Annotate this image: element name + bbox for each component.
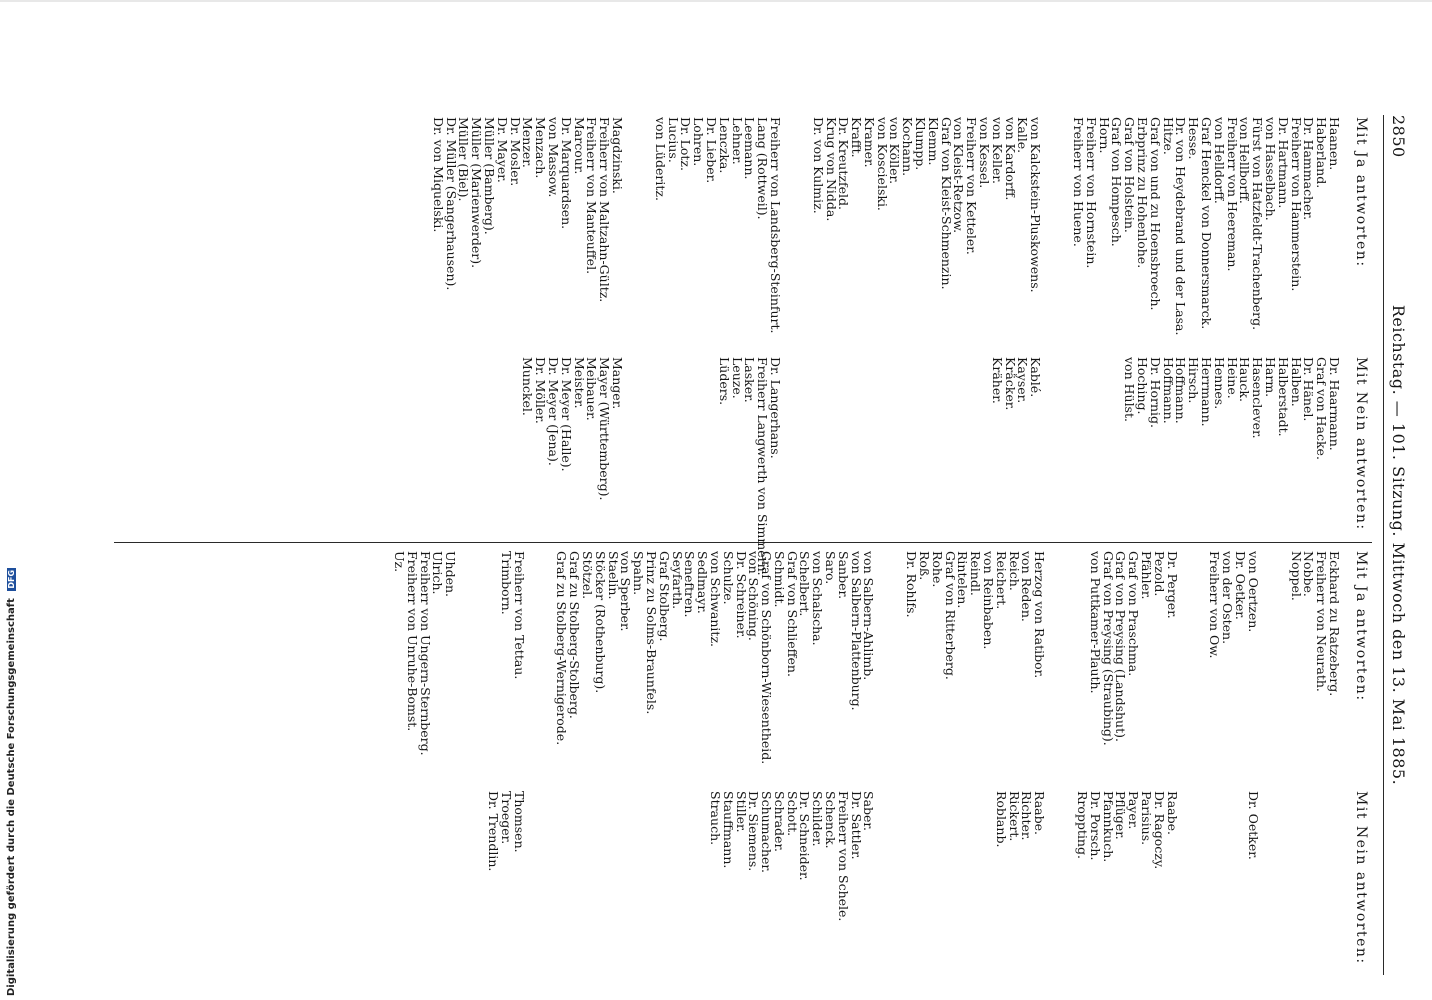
empty-row	[917, 791, 930, 969]
ja-member-name: Graf von und zu Hoensbroech.	[1147, 117, 1163, 311]
nein-member-name: Herrmann.	[1199, 357, 1215, 427]
empty-row	[901, 357, 914, 535]
ja-member-name: Freiherr von Neurath.	[1314, 551, 1330, 692]
nein-member-name: Halberstadt.	[1275, 357, 1291, 437]
nein-member-name: Munckel.	[520, 357, 536, 416]
nein-member-name: Heine.	[1224, 357, 1240, 399]
ja-member-name: Roß.	[917, 551, 933, 581]
nein-member-name: Raabe.	[1164, 791, 1180, 835]
empty-row	[904, 791, 917, 969]
empty-row	[1110, 357, 1123, 535]
ja-member-name: Müller (Biel).	[456, 117, 472, 202]
nein-member-name: Payer.	[1126, 791, 1142, 830]
empty-row	[1208, 791, 1221, 969]
ja-member-name: Graf von Preysing (Landshut).	[1113, 551, 1129, 742]
left-ja-heading: Mit Ja antworten:	[1353, 117, 1369, 268]
empty-row	[1075, 551, 1088, 786]
header-rule	[1383, 115, 1384, 975]
nein-member-name: Dr. Möller.	[533, 357, 549, 424]
ja-member-name: Staelin.	[605, 551, 621, 600]
ja-member-name: Seneftren.	[682, 551, 698, 618]
ja-member-name: Graf von Ritterberg.	[942, 551, 958, 680]
ja-member-name: Dr. Oetker.	[1233, 551, 1249, 620]
ja-member-name: Freiherr von Heereman.	[1224, 117, 1240, 272]
nein-member-name: Dr. Siemens.	[746, 791, 762, 872]
block-gap	[874, 791, 904, 969]
empty-row	[704, 357, 717, 535]
empty-row	[1220, 791, 1233, 969]
ja-member-name: Lang (Rottweil).	[755, 117, 771, 220]
ja-member-name: Reichert.	[993, 551, 1009, 610]
ja-member-name: Uz.	[391, 551, 407, 573]
nein-member-name: Stiller.	[733, 791, 749, 833]
ja-member-name: Freiherr von Ketteler.	[964, 117, 980, 255]
ja-member-name: Schelbert.	[797, 551, 813, 617]
nein-member-name: Schumacher.	[759, 791, 775, 873]
empty-row	[593, 791, 606, 969]
ja-member-name: Hesse.	[1186, 117, 1202, 160]
ja-member-name: Rintelen.	[955, 551, 971, 609]
nein-member-name: Lüders.	[716, 357, 732, 406]
ja-member-name: Pfähler.	[1139, 551, 1155, 600]
nein-member-name: Kayser.	[1015, 357, 1031, 404]
empty-row	[862, 357, 875, 535]
ja-member-name: Reich.	[1006, 551, 1022, 591]
ja-member-name: von Kleist-Retzow.	[951, 117, 967, 234]
empty-row	[418, 791, 431, 969]
block-gap	[1178, 551, 1208, 786]
empty-row	[695, 791, 708, 969]
block-gap	[525, 551, 555, 786]
ja-member-name: Graf von Holstein.	[1122, 117, 1138, 233]
ja-member-name: Seyfarth.	[669, 551, 685, 610]
ja-member-name: Horn.	[1096, 117, 1112, 154]
empty-row	[952, 357, 965, 535]
nein-member-name: Meibauer.	[584, 357, 600, 421]
ja-member-name: von Oertzen.	[1245, 551, 1261, 633]
nein-member-name: Harm.	[1263, 357, 1279, 398]
ja-member-name: Freiherr von Tettau.	[511, 551, 527, 680]
empty-row	[653, 357, 666, 535]
column-divider	[114, 542, 1372, 543]
nein-member-name: Leuze.	[729, 357, 745, 399]
block-gap	[623, 117, 653, 352]
nein-member-name: Troeger.	[498, 791, 514, 845]
ja-member-name: von Lüderitz.	[652, 117, 668, 201]
ja-member-name: Graf zu Stolberg-Stolberg.	[567, 551, 583, 719]
ja-member-name: von Kalckstein-Pluskowens.	[1028, 117, 1044, 293]
empty-row	[683, 791, 696, 969]
nein-member-name: Hauck.	[1237, 357, 1253, 402]
ja-member-name: Freiherr von Ow.	[1207, 551, 1223, 659]
nein-member-name: Kablé.	[1028, 357, 1044, 398]
ja-member-name: Graf von Kleist-Schmenzin.	[938, 117, 954, 290]
empty-row	[679, 357, 692, 535]
ja-member-name: Erbprinz zu Hohenlohe.	[1135, 117, 1151, 269]
rotated-page	[100, 115, 1410, 975]
ja-member-name: Stötzel.	[579, 551, 595, 600]
ja-member-name: Krafft.	[849, 117, 865, 158]
empty-row	[849, 357, 862, 535]
block-gap	[1041, 357, 1071, 535]
ja-member-name: Saro.	[823, 551, 839, 585]
ja-member-name: Freiherr von Maltzahn-Gültz.	[597, 117, 613, 303]
empty-row	[1233, 791, 1246, 969]
ja-member-name: Reindl.	[968, 551, 984, 596]
ja-member-name: von Massow.	[545, 117, 561, 198]
ja-member-name: Prinz zu Solms-Braunfels.	[643, 551, 659, 715]
empty-row	[508, 357, 521, 535]
ja-member-name: von Hasselbach.	[1263, 117, 1279, 221]
empty-row	[666, 357, 679, 535]
nein-member-name: Rroppting.	[1075, 791, 1091, 859]
ja-member-name: Trimborn.	[498, 551, 514, 615]
scan-top-edge	[0, 0, 1432, 2]
ja-member-name: Fürst von Hatzfeldt-Trachenberg.	[1250, 117, 1266, 331]
ja-member-name: Graf von Schönborn-Wiesentheid.	[759, 551, 775, 765]
block-gap	[781, 357, 811, 535]
ja-member-name: Schulze.	[720, 551, 736, 605]
ja-member-name: von Schöning.	[746, 551, 762, 641]
block-gap	[1178, 791, 1208, 969]
ja-member-name: Müller (Marienwerder).	[469, 117, 485, 269]
nein-member-name: Schilder.	[810, 791, 826, 847]
dfg-logo: DFG	[7, 569, 16, 589]
empty-row	[968, 791, 981, 969]
empty-row	[555, 791, 568, 969]
ja-member-name: von Helldorff.	[1211, 117, 1227, 204]
empty-row	[977, 357, 990, 535]
nein-member-name: Dr. Haarmann.	[1327, 357, 1342, 451]
ja-member-name: Lenczka.	[716, 117, 732, 174]
empty-row	[644, 791, 657, 969]
ja-member-name: Dr. Perger.	[1164, 551, 1180, 619]
nein-member-name: Rickert.	[1006, 791, 1022, 842]
empty-row	[606, 791, 619, 969]
right-ja-column	[392, 551, 1370, 786]
empty-row	[875, 357, 888, 535]
nein-member-name: Dr. Porsch.	[1087, 791, 1103, 861]
ja-member-name: Dr. von Miquelski.	[430, 117, 446, 233]
empty-row	[657, 791, 670, 969]
ja-member-name: Noppel.	[1288, 551, 1304, 601]
left-ja-list	[431, 117, 1340, 352]
left-ja-column	[431, 117, 1370, 352]
nein-member-name: Saber.	[861, 791, 877, 831]
empty-row	[1071, 357, 1084, 535]
ja-member-name: Freiherr von Hammerstein.	[1288, 117, 1304, 292]
ja-member-name: Freiherr von Manteuffel.	[584, 117, 600, 275]
empty-row	[926, 357, 939, 535]
ja-member-name: Marcour.	[571, 117, 587, 175]
ja-member-name: Dr. Mayer.	[494, 117, 510, 183]
nein-member-name: Freiherr von Schele.	[835, 791, 851, 922]
empty-row	[981, 791, 994, 969]
ja-member-name: Dr. Lieber.	[703, 117, 719, 184]
empty-row	[631, 791, 644, 969]
ja-member-name: Lohren.	[691, 117, 707, 167]
empty-row	[405, 791, 418, 969]
ja-member-name: Dr. Lotz.	[678, 117, 694, 171]
ja-member-name: Sedlmayr.	[695, 551, 711, 614]
ja-member-name: Uhden.	[443, 551, 459, 598]
ja-member-name: Herzog von Ratibor.	[1032, 551, 1048, 679]
ja-member-name: Nobbe.	[1301, 551, 1317, 597]
nein-member-name: Hoffmann.	[1160, 357, 1176, 424]
ja-member-name: Haberland.	[1314, 117, 1330, 189]
nein-member-name: Dr. Hänel.	[1301, 357, 1317, 422]
ja-member-name: Lucius.	[665, 117, 681, 163]
nein-member-name: Dr. Hornig.	[1147, 357, 1163, 428]
ja-member-name: von Schwanitz.	[707, 551, 723, 648]
empty-row	[824, 357, 837, 535]
right-ja-list	[392, 551, 1340, 786]
ja-member-name: von Puttkamer-Plauth.	[1087, 551, 1103, 694]
nein-member-name: Kräher.	[989, 357, 1005, 404]
empty-row	[956, 791, 969, 969]
ja-member-name: Sanber.	[835, 551, 851, 600]
ja-member-name: von Reden.	[1019, 551, 1035, 622]
nein-member-name: von Hülst.	[1122, 357, 1138, 422]
empty-row	[457, 357, 470, 535]
ja-member-name: Leemann.	[742, 117, 758, 180]
ja-member-name: Freiherr von Unruhe-Bomst.	[404, 551, 420, 732]
empty-row	[1097, 357, 1110, 535]
ja-member-name: Menzer.	[520, 117, 536, 168]
empty-row	[913, 357, 926, 535]
empty-row	[495, 357, 508, 535]
empty-row	[670, 791, 683, 969]
ja-member-name: Spahn.	[631, 551, 647, 596]
nein-member-name: Pflüger.	[1113, 791, 1129, 840]
nein-member-name: Parisius.	[1139, 791, 1155, 846]
ja-member-name: Eckhard zu Ratzeberg.	[1327, 551, 1342, 697]
nein-member-name: Dr. Sattler.	[848, 791, 864, 860]
ja-member-name: Menzach.	[533, 117, 549, 179]
empty-row	[431, 791, 444, 969]
block-gap	[1045, 551, 1075, 786]
ja-member-name: Dr. Schreiner.	[733, 551, 749, 639]
ja-member-name: Freiherr von Ungern-Sternberg.	[417, 551, 433, 756]
ja-member-name: von Salbern-Ahlimb.	[861, 551, 877, 681]
empty-row	[469, 357, 482, 535]
block-gap	[1259, 791, 1289, 969]
nein-member-name: Freiherr Langwerth von Simmern.	[755, 357, 771, 576]
ja-member-name: von Reinbaben.	[981, 551, 997, 650]
ja-member-name: von Keller.	[989, 117, 1005, 184]
block-gap	[1259, 551, 1289, 786]
nein-member-name: Dr. Schneider.	[797, 791, 813, 881]
ja-member-name: Dr. Müller (Sangerhausen).	[443, 117, 459, 291]
empty-row	[943, 791, 956, 969]
empty-row	[964, 357, 977, 535]
ja-member-name: Müller (Bamberg).	[481, 117, 497, 235]
nein-member-name: Meister.	[571, 357, 587, 409]
ja-member-name: von Schalscha.	[810, 551, 826, 646]
nein-member-name: Hasenclever.	[1250, 357, 1266, 439]
ja-member-name: von Salbern-Plattenburg.	[848, 551, 864, 711]
right-nein-heading: Mit Nein antworten:	[1353, 791, 1369, 965]
ja-member-name: von der Osten.	[1220, 551, 1236, 645]
ja-member-name: Dr. von Kulmiz.	[810, 117, 826, 214]
ja-member-name: Graf Stolberg.	[656, 551, 672, 642]
block-gap	[623, 357, 653, 535]
nein-member-name: Dr. Oetker.	[1245, 791, 1261, 860]
empty-row	[443, 791, 456, 969]
empty-row	[431, 357, 444, 535]
nein-member-name: Hoching.	[1135, 357, 1151, 415]
ja-member-name: Klumpp.	[913, 117, 929, 171]
ja-member-name: Dr. Hammacher.	[1301, 117, 1317, 221]
credit-text: Digitalisierung gefördert durch die Deutsche Forschungsgemeinschaft	[6, 598, 17, 996]
ja-member-name: Klemm.	[925, 117, 941, 166]
ja-member-name: von Koscielski.	[874, 117, 890, 211]
nein-member-name: Strauch.	[707, 791, 723, 846]
nein-member-name: Graf von Hacke.	[1314, 357, 1330, 460]
ja-member-name: Kalle.	[1015, 117, 1031, 154]
ja-member-name: Dr. Kreutzfeld.	[836, 117, 852, 210]
ja-member-name: Krug von Nidda.	[823, 117, 839, 222]
ja-member-name: von Sperber.	[618, 551, 634, 632]
page-number: 2850	[1389, 115, 1408, 158]
empty-row	[691, 357, 704, 535]
nein-member-name: Roblanb.	[993, 791, 1009, 848]
ja-member-name: Dr. Mosler.	[507, 117, 523, 187]
ja-member-name: Freiherr von Hornstein.	[1083, 117, 1099, 269]
empty-row	[930, 791, 943, 969]
block-gap	[1041, 117, 1071, 352]
ja-member-name: Dr. Marquardsen.	[558, 117, 574, 230]
nein-member-name: Hennes.	[1211, 357, 1227, 410]
nein-member-name: Hoffmann.	[1173, 357, 1189, 424]
ja-member-name: Graf von Hompesch.	[1109, 117, 1125, 247]
empty-row	[444, 357, 457, 535]
page-header	[1384, 115, 1410, 975]
empty-row	[939, 357, 952, 535]
ja-member-name: Stöcker (Rothenburg).	[592, 551, 608, 694]
nein-member-name: Thomsen.	[511, 791, 527, 853]
right-nein-column	[392, 791, 1370, 969]
empty-row	[580, 791, 593, 969]
empty-row	[888, 357, 901, 535]
ja-member-name: Haanen.	[1327, 117, 1342, 171]
page-title: Reichstag. — 101. Sitzung. Mittwoch den 13. Mai 1885.	[1389, 304, 1408, 786]
nein-member-name: Halben.	[1288, 357, 1304, 407]
ja-member-name: von Kardorff.	[1002, 117, 1018, 201]
ja-member-name: von Köller.	[887, 117, 903, 185]
nein-member-name: Richter.	[1019, 791, 1035, 841]
nein-member-name: Raabe.	[1032, 791, 1048, 835]
empty-row	[1289, 791, 1302, 969]
empty-row	[486, 551, 499, 786]
nein-member-name: Schott.	[784, 791, 800, 837]
nein-member-name: Kräcker.	[1002, 357, 1018, 411]
nein-member-name: Dr. Meyer (Jena).	[545, 357, 561, 466]
empty-row	[392, 791, 405, 969]
left-nein-heading: Mit Nein antworten:	[1353, 357, 1369, 531]
ja-member-name: von Kessel.	[977, 117, 993, 189]
right-ja-heading: Mit Ja antworten:	[1353, 551, 1369, 702]
ja-member-name: Rohe.	[929, 551, 945, 588]
nein-member-name: Pfannkuch.	[1100, 791, 1116, 863]
ja-member-name: Dr. von Heydebrand und der Lasa.	[1173, 117, 1189, 336]
ja-member-name: Kochann.	[900, 117, 916, 177]
nein-member-name: Dr. Ragoczy.	[1151, 791, 1167, 870]
ja-member-name: Graf von Preysing (Straubing).	[1100, 551, 1116, 746]
empty-row	[1314, 791, 1327, 969]
block-gap	[1045, 791, 1075, 969]
ja-member-name: von Hellborff.	[1237, 117, 1253, 204]
ja-member-name: Dr. Rohlfs.	[904, 551, 920, 618]
ja-member-name: Freiherr von Landsberg-Steinfurt.	[767, 117, 783, 334]
nein-member-name: Stauffmann.	[720, 791, 736, 869]
nein-member-name: Manger.	[609, 357, 625, 410]
ja-member-name: Graf von Praschma.	[1126, 551, 1142, 677]
empty-row	[567, 791, 580, 969]
ja-member-name: Kramer.	[861, 117, 877, 168]
block-gap	[456, 791, 486, 969]
right-half	[110, 551, 1370, 969]
ja-member-name: Hitze.	[1160, 117, 1176, 155]
block-gap	[525, 791, 555, 969]
nein-member-name: Dr. Meyer (Halle).	[558, 357, 574, 472]
nein-member-name: Lasker.	[742, 357, 758, 403]
ja-member-name: Pezold.	[1151, 551, 1167, 597]
empty-row	[1302, 791, 1315, 969]
ja-member-name: Schmidt.	[771, 551, 787, 608]
empty-row	[837, 357, 850, 535]
nein-member-name: Mayer (Württemberg).	[597, 357, 613, 501]
ja-member-name: Graf Henckel von Donnersmarck.	[1199, 117, 1215, 330]
ja-member-name: Dr. Hartmann.	[1275, 117, 1291, 209]
block-gap	[781, 117, 811, 352]
empty-row	[482, 357, 495, 535]
ja-member-name: Freiherr von Huene.	[1071, 117, 1087, 247]
ja-member-name: Graf zu Stolberg-Wernigerode.	[554, 551, 570, 746]
empty-row	[1327, 791, 1340, 969]
nein-member-name: Dr. Trendlin.	[485, 791, 501, 872]
empty-row	[619, 791, 632, 969]
ja-member-name: Lehner.	[729, 117, 745, 165]
ja-member-name: Magdzinski.	[609, 117, 625, 194]
nein-member-name: Hirsch.	[1186, 357, 1202, 404]
empty-row	[811, 357, 824, 535]
nein-member-name: Schrader.	[771, 791, 787, 853]
ja-member-name: Graf von Schlieffen.	[784, 551, 800, 677]
block-gap	[456, 551, 486, 786]
right-nein-list	[392, 791, 1340, 969]
ja-member-name: Ulrich.	[430, 551, 446, 595]
empty-row	[1084, 357, 1097, 535]
block-gap	[874, 551, 904, 786]
nein-member-name: Dr. Langerhans.	[767, 357, 783, 459]
nein-member-name: Schenck.	[823, 791, 839, 849]
